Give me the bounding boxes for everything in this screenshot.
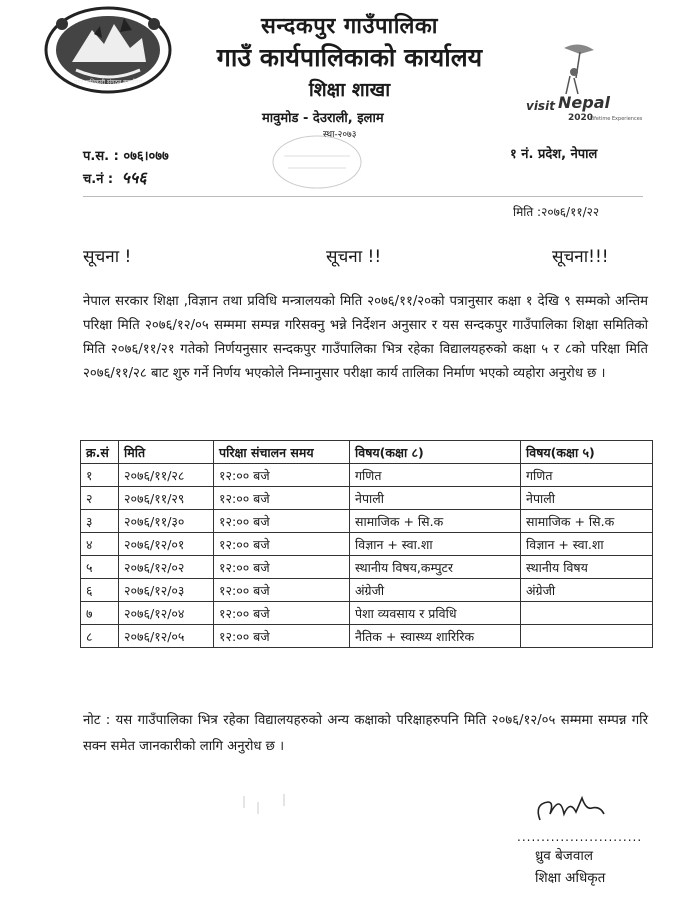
cell-sn: १ (81, 464, 119, 487)
office-address: मावुमोड - देउराली, इलाम (262, 111, 384, 126)
cell-date: २०७६/११/२९ (119, 487, 214, 510)
cell-subject-class5: नेपाली (521, 487, 653, 510)
cell-subject-class8: सामाजिक + सि.क (350, 510, 521, 533)
cn-reference (83, 166, 147, 188)
ps-label: प.स. : (83, 149, 119, 164)
cell-sn: ७ (81, 602, 119, 625)
cell-sn: ३ (81, 510, 119, 533)
header-subject-class5: विषय(कक्षा ५) (521, 441, 653, 464)
cell-date: २०७६/१२/०४ (119, 602, 214, 625)
signature-line: .......................... (517, 830, 643, 844)
notice-heading-3: सूचना!!! (552, 247, 609, 267)
visit-word: visit (526, 99, 555, 113)
table-header-row (81, 441, 653, 464)
table-row (81, 510, 653, 533)
province-label: १ नं. प्रदेश, नेपाल (510, 147, 598, 162)
cell-subject-class8: गणित (350, 464, 521, 487)
signatory-name: ध्रुव बेजवाल (535, 848, 593, 864)
cell-subject-class8: पेशा व्यवसाय र प्रविधि (350, 602, 521, 625)
cell-subject-class5: गणित (521, 464, 653, 487)
signatory-title: शिक्षा अधिकृत (535, 870, 606, 886)
visit-tagline: Lifetime Experiences (590, 116, 643, 122)
cell-time: १२:०० बजे (214, 533, 350, 556)
cn-label: च.नं : (83, 172, 114, 187)
header-time: परिक्षा संचालन समय (214, 441, 350, 464)
table-row (81, 556, 653, 579)
notice-body: नेपाल सरकार शिक्षा ,विज्ञान तथा प्रविधि मन्त्रालयको मिति २०७६/११/२०को पत्रानुसार कक्षा १ देखि ९ सम्मको अन्तिम परिक्षा मिति २०७६/१२/०५ सम्ममा सम्पन्न गरिसक्नु भन्ने निर्देशन अनुसार र यस सन्दकपुर गाउँपालिका शिक्षा समितिको मिति २०७६/११/२१ गतेको निर्णयनुसार सन्दकपुर गाउँपालिका भित्र रहेका विद्यालयहरुको कक्षा ५ र ८को परिक्षा मिति २०७६/११/२८ बाट शुरु गर्ने निर्णय भएकोले निम्नानुसार परीक्षा कार्य तालिका निर्माण भएको व्यहोरा अनुरोध छ । (83, 294, 648, 381)
cell-time: १२:०० बजे (214, 625, 350, 648)
cell-subject-class5: सामाजिक + सि.क (521, 510, 653, 533)
cell-subject-class5 (521, 625, 653, 648)
header-date: मिति (119, 441, 214, 464)
table-row (81, 625, 653, 648)
notice-heading-1: सूचना ! (83, 247, 132, 267)
scan-smudge (238, 788, 298, 828)
notice-heading-2: सूचना !! (326, 247, 382, 267)
cell-subject-class5: विज्ञान + स्वा.शा (521, 533, 653, 556)
cell-time: १२:०० बजे (214, 510, 350, 533)
cell-subject-class8: नैतिक + स्वास्थ्य शारिरिक (350, 625, 521, 648)
cell-subject-class5 (521, 602, 653, 625)
cell-date: २०७६/११/२८ (119, 464, 214, 487)
cell-sn: २ (81, 487, 119, 510)
cell-date: २०७६/११/३० (119, 510, 214, 533)
established-year: स्था-२०७३ (323, 130, 357, 140)
ps-value: ०७६।०७७ (123, 149, 169, 164)
cn-value: ५५६ (121, 168, 147, 187)
cell-time: १२:०० बजे (214, 579, 350, 602)
cell-subject-class8: स्थानीय विषय,कम्पुटर (350, 556, 521, 579)
cell-subject-class8: अंग्रेजी (350, 579, 521, 602)
municipality-name: सन्दकपुर गाउँपालिका (261, 14, 438, 39)
header-sn: क्र.सं (81, 441, 119, 464)
cell-time: १२:०० बजे (214, 487, 350, 510)
cell-time: १२:०० बजे (214, 602, 350, 625)
nepal-word: Nepal (558, 93, 610, 112)
header-divider (83, 196, 643, 197)
letter-date: मिति :२०७६/११/२२ (513, 205, 600, 219)
footnote: नोट : यस गाउँपालिका भित्र रहेका विद्यालयहरुको अन्य कक्षाको परिक्षाहरुपनि मिति २०७६/१२/०५ सम्ममा सम्पन्न गरि सक्न समेत जानकारीको लागि अनुरोध छ । (83, 713, 648, 754)
emblem-caption: नगर अधिकारी संगठन कार्यालय (74, 79, 142, 86)
cell-date: २०७६/१२/०५ (119, 625, 214, 648)
cell-subject-class8: विज्ञान + स्वा.शा (350, 533, 521, 556)
table-row (81, 533, 653, 556)
visit-year: 2020 (568, 113, 594, 123)
cell-sn: ६ (81, 579, 119, 602)
cell-sn: ८ (81, 625, 119, 648)
cell-subject-class5: अंग्रेजी (521, 579, 653, 602)
visit-nepal-logo (524, 38, 643, 128)
cell-time: १२:०० बजे (214, 464, 350, 487)
table-row (81, 487, 653, 510)
table-row (81, 602, 653, 625)
handwritten-signature (530, 790, 610, 830)
exam-schedule-table (80, 440, 653, 648)
cell-sn: ५ (81, 556, 119, 579)
office-name: गाउँ कार्यपालिकाको कार्यालय (216, 43, 483, 72)
cell-subject-class8: नेपाली (350, 487, 521, 510)
cell-time: १२:०० बजे (214, 556, 350, 579)
cell-sn: ४ (81, 533, 119, 556)
table-row (81, 464, 653, 487)
office-stamp (262, 126, 372, 198)
cell-subject-class5: स्थानीय विषय (521, 556, 653, 579)
table-row (81, 579, 653, 602)
cell-date: २०७६/१२/०१ (119, 533, 214, 556)
ps-reference (83, 146, 169, 164)
header-subject-class8: विषय(कक्षा ८) (350, 441, 521, 464)
cell-date: २०७६/१२/०३ (119, 579, 214, 602)
cell-date: २०७६/१२/०२ (119, 556, 214, 579)
section-name: शिक्षा शाखा (308, 79, 391, 101)
